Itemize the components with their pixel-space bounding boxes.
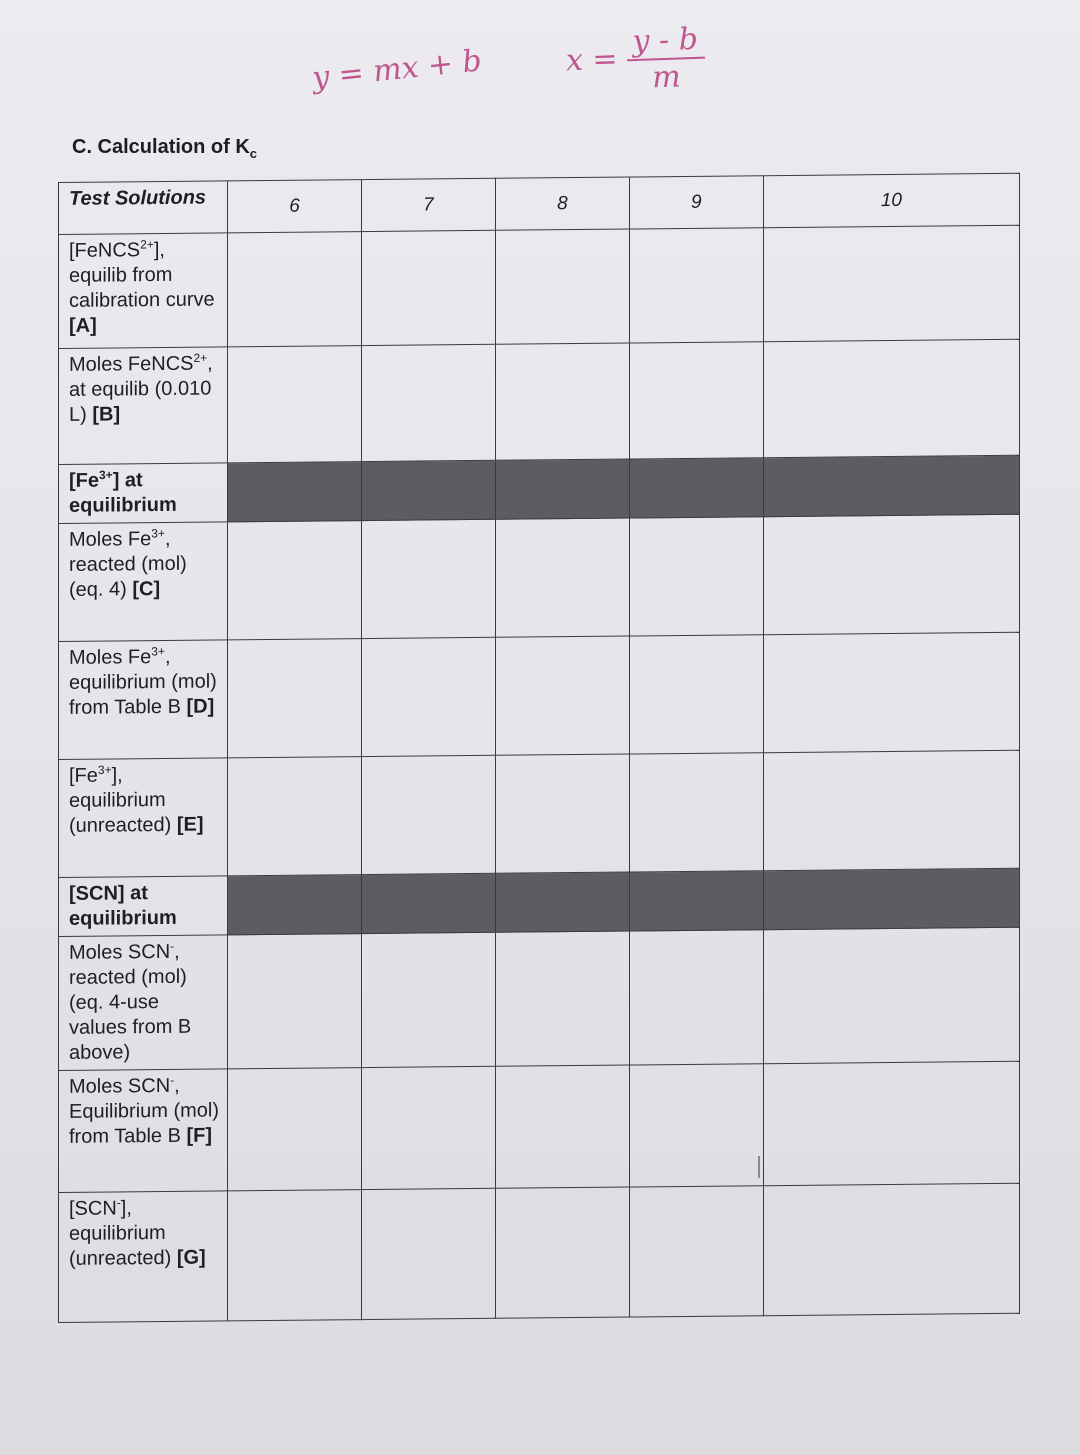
header-label-cell: Test Solutions bbox=[59, 181, 228, 235]
answer-cell[interactable] bbox=[629, 753, 763, 872]
column-header-10: 10 bbox=[763, 173, 1019, 227]
scn-reacted-text: Moles SCN bbox=[69, 940, 171, 964]
shaded-cell bbox=[495, 872, 629, 932]
row-label-scn-heading: [SCN] at equilibrium bbox=[59, 876, 228, 937]
row-a-text: [FeNCS bbox=[69, 239, 141, 262]
shaded-cell bbox=[629, 458, 763, 518]
answer-cell[interactable] bbox=[361, 230, 495, 345]
row-label-a bbox=[59, 233, 228, 349]
answer-cell[interactable] bbox=[361, 932, 495, 1067]
answer-cell[interactable] bbox=[763, 1183, 1019, 1315]
answer-cell[interactable] bbox=[629, 1186, 763, 1317]
row-d-text-2: , equilibrium (mol) from Table B bbox=[69, 645, 217, 719]
answer-cell[interactable] bbox=[495, 754, 629, 873]
answer-cell[interactable] bbox=[228, 934, 362, 1069]
row-f-tag: [F] bbox=[186, 1124, 213, 1147]
row-e-sup: 3+ bbox=[97, 762, 112, 777]
answer-cell[interactable] bbox=[763, 225, 1019, 341]
pencil-mark bbox=[758, 1156, 760, 1178]
row-g-text: [SCN bbox=[69, 1197, 117, 1220]
equation-left-side: x = bbox=[565, 41, 619, 79]
row-c-text-2: , reacted (mol) (eq. 4) bbox=[69, 527, 187, 601]
fe-heading-text-2: ] at equilibrium bbox=[69, 469, 177, 517]
answer-cell[interactable] bbox=[763, 1061, 1019, 1185]
shaded-cell bbox=[228, 462, 362, 522]
fraction-numerator: y - b bbox=[626, 22, 705, 62]
shaded-cell bbox=[361, 460, 495, 520]
row-g-text-2: ], equilibrium (unreacted) bbox=[69, 1197, 177, 1270]
shaded-cell bbox=[629, 871, 763, 931]
row-label-c bbox=[59, 522, 228, 642]
column-header-7: 7 bbox=[361, 178, 495, 231]
table-row-g bbox=[59, 1183, 1020, 1322]
row-f-text: Moles SCN bbox=[69, 1074, 171, 1098]
column-header-8: 8 bbox=[495, 177, 629, 230]
row-f-text-2: , Equilibrium (mol) from Table B bbox=[69, 1074, 220, 1148]
row-b-tag: [B] bbox=[92, 403, 121, 426]
fe-heading-text: [Fe bbox=[69, 469, 99, 492]
answer-cell[interactable] bbox=[763, 632, 1019, 752]
section-title-text: C. Calculation of K bbox=[72, 136, 250, 158]
answer-cell[interactable] bbox=[629, 930, 763, 1065]
row-d-text: Moles Fe bbox=[69, 646, 152, 669]
answer-cell[interactable] bbox=[629, 1064, 763, 1187]
answer-cell[interactable] bbox=[228, 346, 362, 463]
row-g-tag: [G] bbox=[176, 1246, 206, 1269]
row-a-text-2: ], equilib from calibration curve bbox=[69, 238, 215, 312]
handwritten-solve-for-x bbox=[565, 22, 706, 99]
table-row-fe-heading bbox=[59, 455, 1020, 523]
answer-cell[interactable] bbox=[629, 228, 763, 343]
answer-cell[interactable] bbox=[495, 636, 629, 755]
answer-cell[interactable] bbox=[629, 517, 763, 636]
column-header-9: 9 bbox=[629, 176, 763, 229]
table-row-d bbox=[59, 632, 1020, 759]
fraction-denominator: m bbox=[651, 59, 682, 96]
row-a-tag: [A] bbox=[69, 314, 97, 337]
shaded-cell bbox=[228, 875, 362, 935]
answer-cell[interactable] bbox=[228, 757, 362, 876]
answer-cell[interactable] bbox=[763, 750, 1019, 870]
answer-cell[interactable] bbox=[629, 342, 763, 459]
shaded-cell bbox=[763, 455, 1019, 516]
row-label-f bbox=[59, 1069, 228, 1193]
shaded-cell bbox=[763, 868, 1019, 929]
row-label-d bbox=[59, 640, 228, 760]
row-f-sup: - bbox=[170, 1073, 175, 1088]
row-label-g bbox=[59, 1191, 228, 1323]
scn-reacted-text-2: , reacted (mol) (eq. 4-use values from B above) bbox=[69, 940, 192, 1064]
row-label-fe-heading bbox=[59, 463, 228, 524]
answer-cell[interactable] bbox=[361, 1188, 495, 1319]
row-label-e bbox=[59, 758, 228, 878]
table-row-scn-reacted bbox=[59, 927, 1020, 1070]
answer-cell[interactable] bbox=[361, 637, 495, 756]
row-a-sup: 2+ bbox=[140, 237, 154, 252]
answer-cell[interactable] bbox=[763, 339, 1019, 457]
answer-cell[interactable] bbox=[228, 1190, 362, 1321]
shaded-cell bbox=[361, 873, 495, 933]
row-b-sup: 2+ bbox=[193, 350, 208, 366]
row-e-tag: [E] bbox=[176, 813, 204, 836]
answer-cell[interactable] bbox=[361, 344, 495, 461]
row-d-tag: [D] bbox=[186, 695, 215, 718]
answer-cell[interactable] bbox=[495, 1065, 629, 1188]
scn-reacted-sup: - bbox=[170, 939, 175, 954]
row-c-sup: 3+ bbox=[151, 526, 165, 541]
row-e-text: [Fe bbox=[69, 764, 98, 787]
answer-cell[interactable] bbox=[495, 931, 629, 1066]
answer-cell[interactable] bbox=[495, 1187, 629, 1318]
row-g-sup: - bbox=[116, 1195, 121, 1210]
answer-cell[interactable] bbox=[228, 1068, 362, 1191]
answer-cell[interactable] bbox=[495, 518, 629, 637]
answer-cell[interactable] bbox=[361, 1066, 495, 1189]
row-label-scn-reacted bbox=[59, 935, 228, 1071]
answer-cell[interactable] bbox=[228, 639, 362, 758]
row-b-text: Moles FeNCS bbox=[69, 352, 194, 376]
fe-heading-sup: 3+ bbox=[99, 467, 113, 482]
table-row-f bbox=[59, 1061, 1020, 1192]
answer-cell[interactable] bbox=[495, 229, 629, 344]
table-row-e bbox=[59, 750, 1020, 877]
table-header-row bbox=[59, 173, 1020, 234]
column-header-6: 6 bbox=[228, 180, 362, 233]
row-c-text: Moles Fe bbox=[69, 528, 152, 551]
table-row-scn-heading bbox=[59, 868, 1020, 936]
answer-cell[interactable] bbox=[228, 232, 362, 347]
row-c-tag: [C] bbox=[132, 578, 161, 601]
answer-cell[interactable] bbox=[763, 514, 1019, 634]
answer-cell[interactable] bbox=[763, 927, 1019, 1063]
row-d-sup: 3+ bbox=[151, 644, 165, 659]
kc-calculation-table bbox=[58, 173, 1020, 1323]
equation-fraction bbox=[626, 22, 706, 97]
handwritten-linear-equation: y = mx + b bbox=[310, 43, 484, 96]
answer-cell[interactable] bbox=[495, 343, 629, 460]
shaded-cell bbox=[495, 459, 629, 519]
section-title bbox=[72, 136, 257, 161]
row-label-b bbox=[59, 347, 228, 465]
answer-cell[interactable] bbox=[629, 635, 763, 754]
row-b-text-2: , at equilib (0.010 L) bbox=[69, 352, 213, 426]
section-title-subscript: c bbox=[249, 146, 258, 161]
row-e-text-2: ], equilibrium (unreacted) bbox=[69, 764, 177, 837]
answer-cell[interactable] bbox=[361, 755, 495, 874]
answer-cell[interactable] bbox=[228, 521, 362, 640]
table-row-b bbox=[59, 339, 1020, 464]
answer-cell[interactable] bbox=[361, 519, 495, 638]
table-row-c bbox=[59, 514, 1020, 641]
table-row-a bbox=[59, 225, 1020, 348]
